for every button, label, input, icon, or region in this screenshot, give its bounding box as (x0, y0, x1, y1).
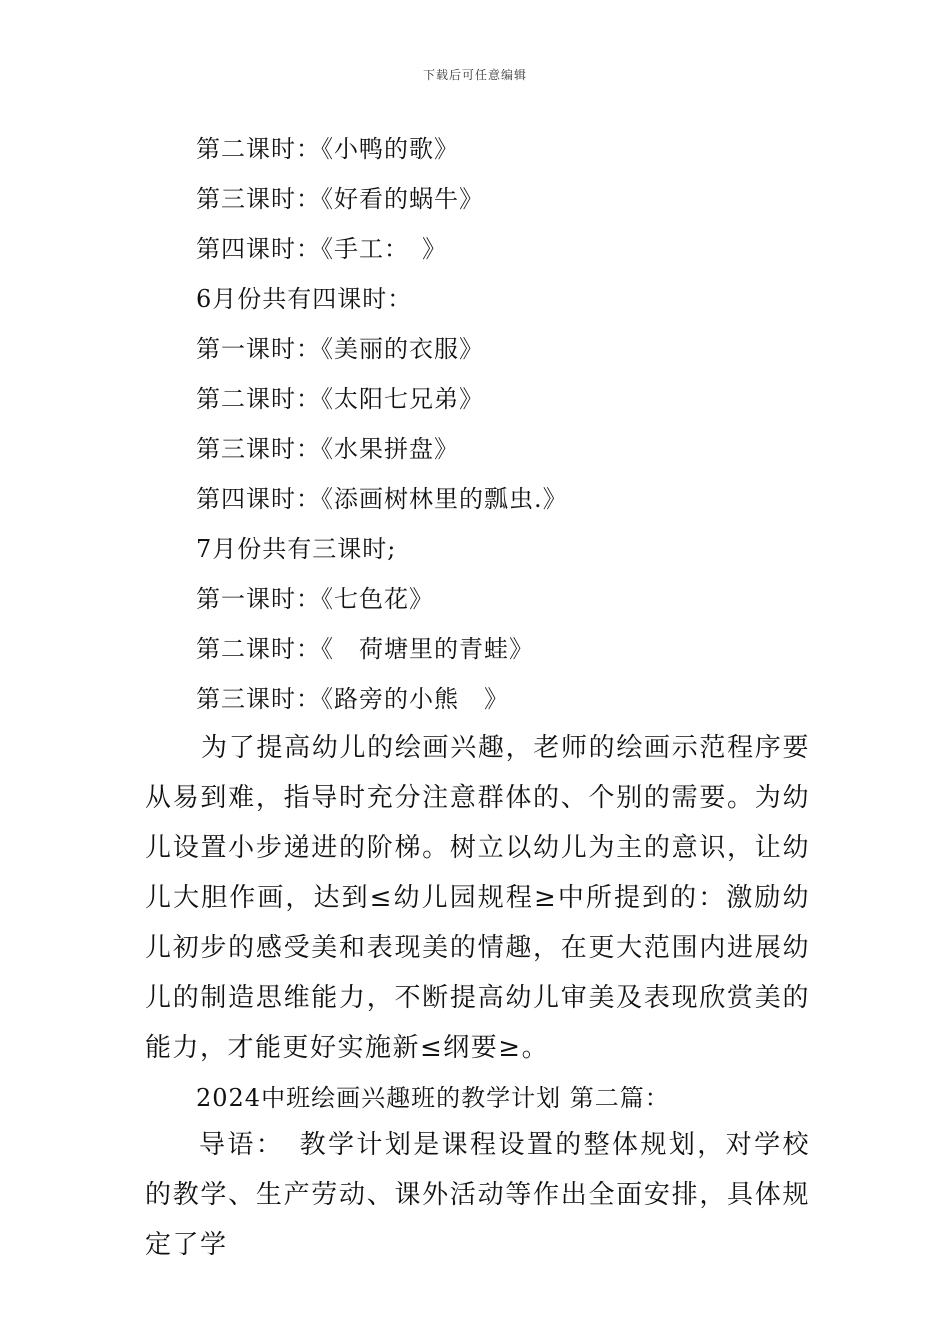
schedule-line: 第二课时：《太阳七兄弟》 (196, 385, 484, 413)
body-paragraph: 为了提高幼儿的绘画兴趣，老师的绘画示范程序要从易到难，指导时充分注意群体的、个别的需要。为幼儿设置小步递进的阶梯。树立以幼儿为主的意识，让幼儿大胆作画，达到≤幼儿园规程≥中所提到的：激励幼儿初步的感受美和表现美的情趣，在更大范围内进展幼儿的制造思维能力，不断提高幼儿审美及表现欣赏美的能力，才能更好实施新≤纲要≥。 (145, 733, 810, 1063)
schedule-line: 第一课时：《七色花》 (196, 585, 434, 613)
schedule-line: 第二课时：《小鸭的歌》 (196, 135, 459, 163)
schedule-line: 第四课时：《手工： 》 (196, 235, 447, 263)
section-title: 2024中班绘画兴趣班的教学计划 第二篇： (196, 1084, 670, 1112)
schedule-line: 第三课时：《水果拼盘》 (196, 435, 459, 463)
schedule-line: 第四课时：《添画树林里的瓢虫.》 (196, 485, 568, 513)
schedule-month-heading: 7月份共有三课时; (196, 535, 397, 563)
schedule-line: 第三课时：《好看的蜗牛》 (196, 185, 484, 213)
body-paragraph: 导语： 教学计划是课程设置的整体规划，对学校的教学、生产劳动、课外活动等作出全面安排，具体规定了学 (145, 1130, 810, 1260)
schedule-line: 第一课时：《美丽的衣服》 (196, 335, 484, 363)
header-note: 下载后可任意编辑 (422, 68, 527, 82)
schedule-line: 第三课时：《路旁的小熊 》 (196, 685, 509, 713)
schedule-line: 第二课时：《 荷塘里的青蛙》 (196, 635, 534, 663)
schedule-month-heading: 6月份共有四课时： (196, 285, 413, 313)
